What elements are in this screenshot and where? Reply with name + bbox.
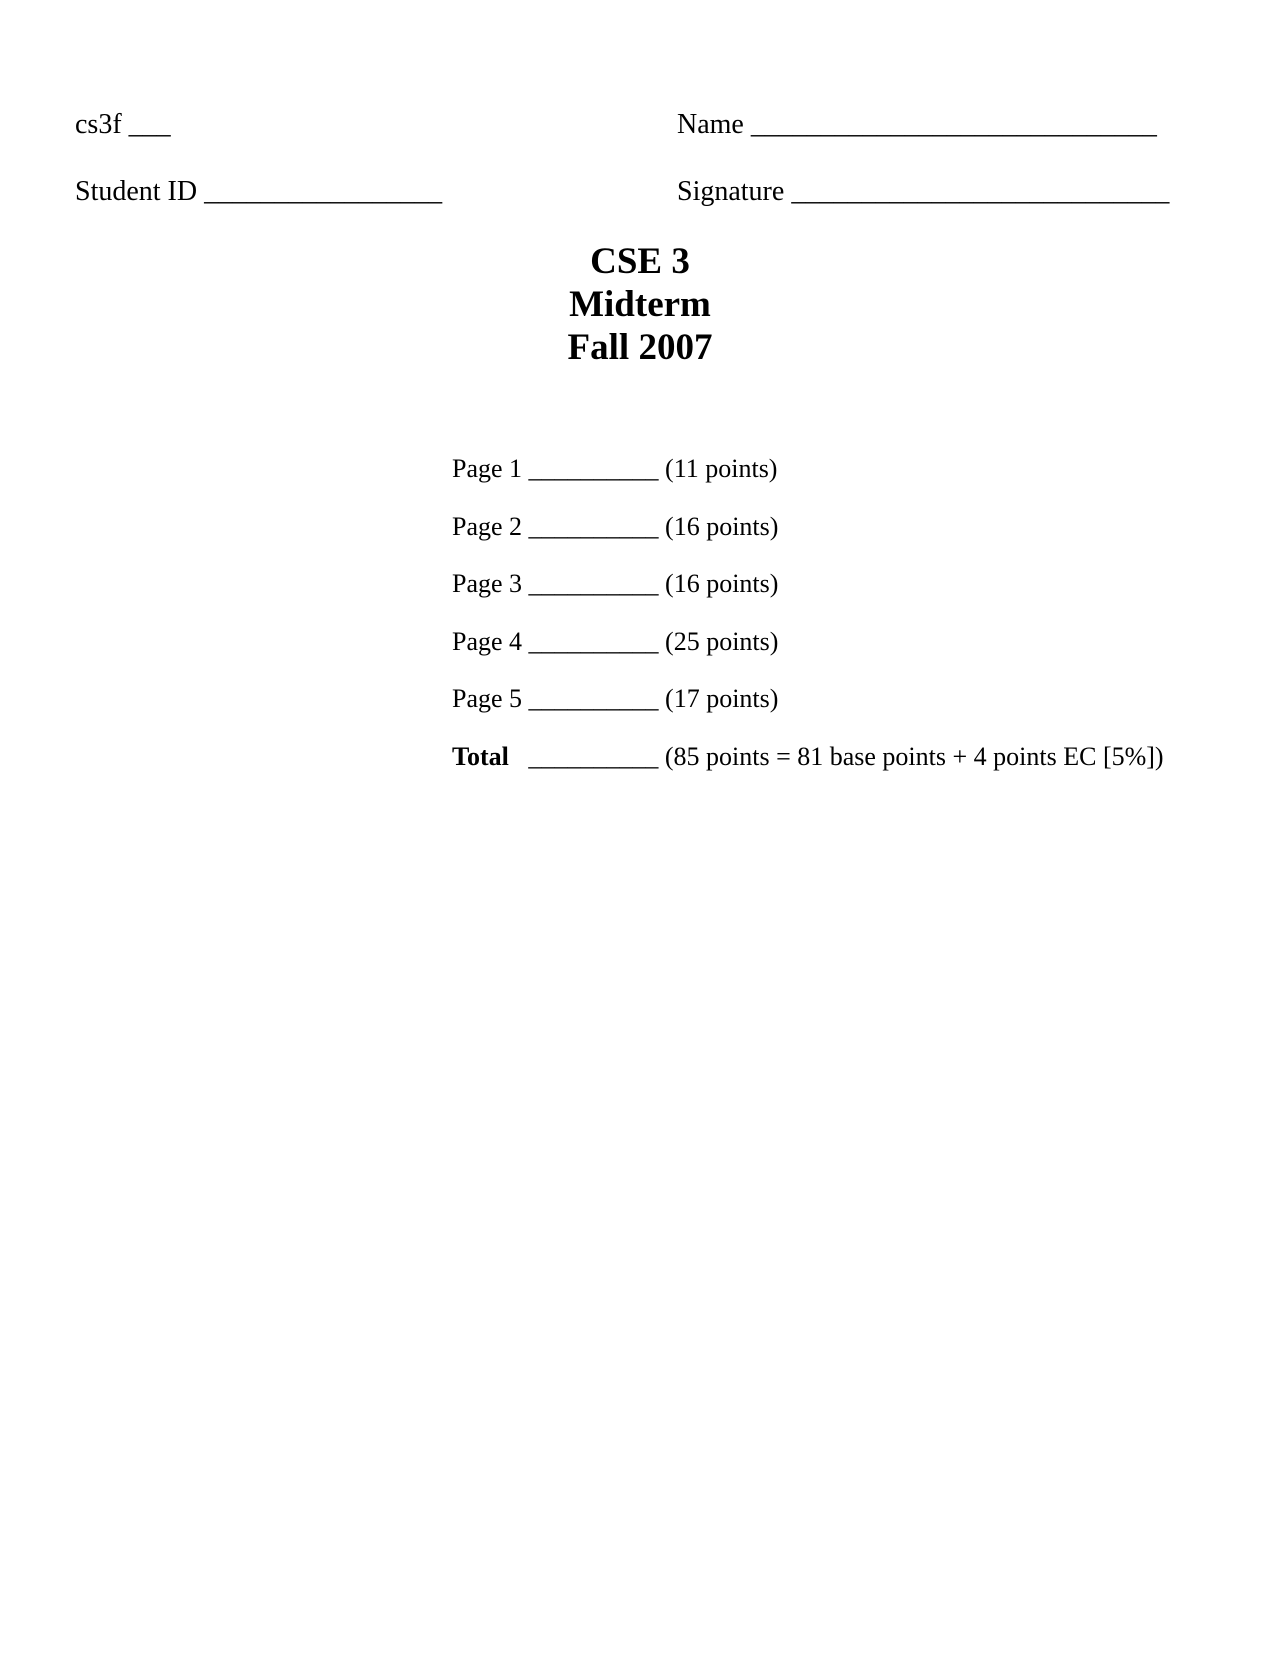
score-row-page-1 bbox=[452, 456, 777, 482]
exam-title bbox=[0, 240, 1280, 369]
score-row-page-4 bbox=[452, 629, 778, 655]
score-row-label: Page 3 bbox=[452, 569, 523, 598]
course-code-label: cs3f bbox=[75, 109, 122, 140]
total-label: Total bbox=[452, 742, 509, 771]
name-field bbox=[677, 111, 1157, 139]
score-row-total bbox=[452, 744, 1164, 770]
score-row-page-3 bbox=[452, 571, 778, 597]
score-row-label: Page 4 bbox=[452, 627, 523, 656]
score-row-points: (16 points) bbox=[665, 569, 779, 598]
score-row-label: Page 2 bbox=[452, 512, 523, 541]
signature-field bbox=[677, 178, 1169, 206]
exam-title-term: Fall 2007 bbox=[567, 327, 713, 368]
score-row-blank: __________ bbox=[528, 684, 659, 713]
student-id-blank: _________________ bbox=[204, 176, 443, 207]
score-row-page-2 bbox=[452, 514, 778, 540]
score-row-page-5 bbox=[452, 686, 778, 712]
score-row-blank: __________ bbox=[528, 627, 659, 656]
score-row-points: (11 points) bbox=[665, 454, 778, 483]
score-row-blank: __________ bbox=[528, 512, 659, 541]
total-points: (85 points = 81 base points + 4 points EC [5%]) bbox=[664, 742, 1164, 771]
total-blank: __________ bbox=[528, 742, 659, 771]
score-row-label: Page 5 bbox=[452, 684, 523, 713]
name-blank: _____________________________ bbox=[750, 109, 1157, 140]
course-code-blank: ___ bbox=[128, 109, 171, 140]
score-row-label: Page 1 bbox=[452, 454, 523, 483]
exam-title-type: Midterm bbox=[569, 284, 711, 325]
student-id-label: Student ID bbox=[75, 176, 198, 207]
exam-title-course: CSE 3 bbox=[590, 241, 690, 282]
score-row-points: (17 points) bbox=[665, 684, 779, 713]
student-id-field bbox=[75, 178, 442, 206]
course-code-field bbox=[75, 111, 171, 139]
signature-label: Signature bbox=[677, 176, 785, 207]
score-row-points: (25 points) bbox=[665, 627, 779, 656]
score-row-blank: __________ bbox=[528, 454, 659, 483]
score-row-points: (16 points) bbox=[665, 512, 779, 541]
name-label: Name bbox=[677, 109, 744, 140]
signature-blank: ___________________________ bbox=[791, 176, 1170, 207]
score-row-blank: __________ bbox=[528, 569, 659, 598]
